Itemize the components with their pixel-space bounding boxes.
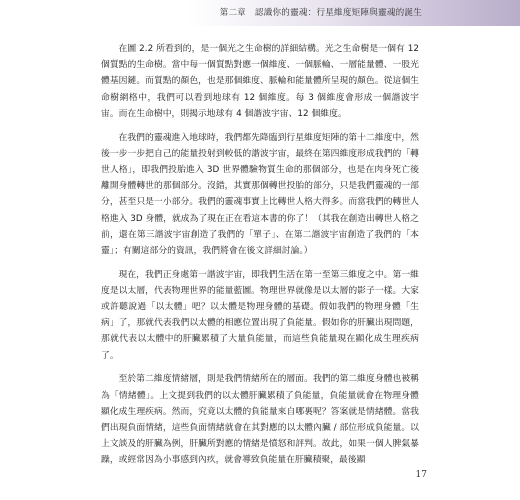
running-header: [220, 6, 422, 18]
paragraph-3: 現在，我們正身處第一諧波宇宙，即我們生活在第一至第三維度之中。第一維度是以太層，代表物理世界的能量藍圖。物理世界就像是以太層的影子一樣。大家或許聽說過「以太體」吧？以太體是物理身體的基礎。假如我們的物理身體「生病」了，那就代表我們以太體的相應位置出現了負能量。假如你的肝臟出現問題，那就代表以太體中的肝臟累積了大量負能量，而這些負能量現在顯化成生理疾病了。: [101, 269, 419, 361]
chapter-title: 認識你的靈魂：行星維度矩陣與靈魂的誕生: [254, 8, 422, 18]
body-text: [101, 41, 419, 476]
paragraph-4: 至於第二維度情緒層，則是我們情緒所在的層面。我們的第二維度身體也被稱為「情緒體」。上文提到我們的以太體肝臟累積了負能量，負能量就會在物理身體顯化成生理疾病。然而，究竟以太體的負能量來自哪裏呢？答案就是情緒體。當我們出現負面情緒，這些負面情緒就會在其對應的以太體內臟 / 部位形成負能量。以上文談及的肝臟為例，肝臟所對應的情緒是憤怒和評判。故此，如果一個人脾氣暴躁，或經常因為小事感到內疚，就會導致負能量在肝臟積聚，最後顯: [101, 374, 419, 466]
paragraph-1: 在圖 2.2 所看到的，是一個光之生命樹的詳細結構。光之生命樹是一個有 12 個質點的生命樹。當中每一個質點對應一個維度、一個脈輪、一層能量體、一股光體基因鏈。而質點的顏色，也是那個維度、脈輪和能量體所呈現的顏色。從這個生命樹網格中，我們可以看到地球有 12 個維度。每 3 個維度會形成一個諧波宇宙。而在生命樹中，則揭示地球有 4 個諧波宇宙、12 個維度。: [101, 44, 419, 119]
paragraph-2: 在我們的靈魂進入地球時，我們都先降臨到行星維度矩陣的第十二維度中，然後一步一步把自己的能量投射到較低的諧波宇宙，最終在第四維度形成我們的「轉世人格」，即我們投胎進入 3D 世界體驗物質生命的那個部分，也是在肉身死亡後離開身體轉世的那個部分。沒錯，其實那個轉世投胎的部分，只是我們靈魂的一部分，甚至只是一小部分。我們的靈魂事實上比轉世人格大得多。而當我們的轉世人格進入 3D 身體，就成為了現在正在看這本書的你了！（其我在創造出轉世人格之前，還在第三諧波宇宙創造了我們的「單子」、在第二諧波宇宙創造了我們的「本靈」；有關這部分的資訊，我們將會在後文詳細討論。）: [101, 132, 419, 256]
header-separator: [249, 8, 252, 18]
page-number: 17: [415, 470, 427, 480]
chapter-label: 第二章: [219, 8, 246, 18]
